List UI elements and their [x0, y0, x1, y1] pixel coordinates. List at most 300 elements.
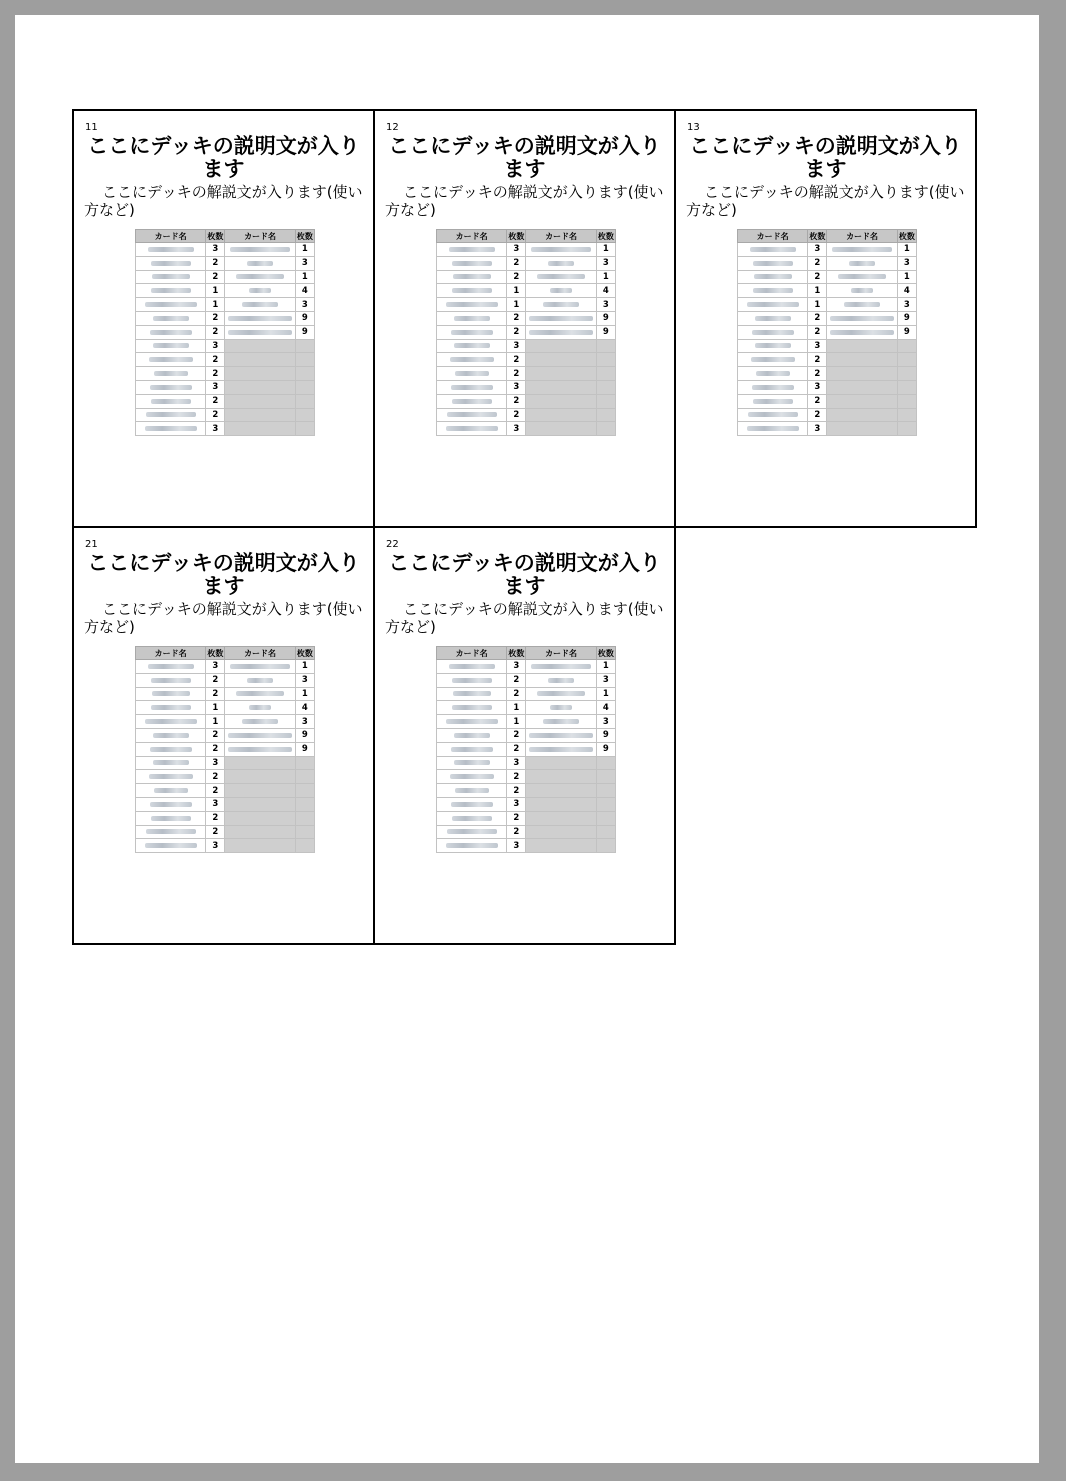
- column-header: 枚数: [296, 648, 313, 658]
- card-name-cell: [526, 715, 596, 729]
- card-count-cell: 3: [596, 298, 615, 312]
- card-count-cell: 2: [507, 311, 526, 325]
- table-row: [437, 325, 616, 339]
- card-count-cell: 3: [507, 660, 526, 674]
- card-name-cell: [136, 715, 206, 729]
- card-name-cell: [526, 311, 596, 325]
- card-count-cell: 3: [295, 673, 314, 687]
- empty-cell: [526, 770, 596, 784]
- empty-cell: [526, 839, 596, 853]
- card-count-cell: 1: [596, 243, 615, 257]
- table-row: [437, 742, 616, 756]
- deck-title: ここにデッキの説明文が入ります: [388, 134, 661, 181]
- empty-cell: [295, 339, 314, 353]
- card-name-cell: [225, 687, 295, 701]
- table-row: [437, 825, 616, 839]
- table-row: [437, 353, 616, 367]
- card-count-cell: 9: [596, 311, 615, 325]
- table-row: [738, 256, 917, 270]
- card-count-cell: 4: [596, 284, 615, 298]
- empty-cell: [596, 784, 615, 798]
- empty-cell: [596, 380, 615, 394]
- table-row: [437, 256, 616, 270]
- table-row: [437, 811, 616, 825]
- table-row: [136, 243, 315, 257]
- card-count-cell: 3: [897, 256, 916, 270]
- card-name-cell: [136, 408, 206, 422]
- card-name-cell: [136, 256, 206, 270]
- empty-cell: [897, 353, 916, 367]
- table-row: [136, 770, 315, 784]
- card-count-cell: 4: [295, 701, 314, 715]
- card-count-cell: 1: [596, 687, 615, 701]
- card-name-cell: [738, 270, 808, 284]
- card-name-cell: [136, 756, 206, 770]
- deck-list-table: [135, 646, 315, 853]
- card-name-cell: [225, 284, 295, 298]
- empty-cell: [526, 756, 596, 770]
- table-row: [437, 422, 616, 436]
- empty-cell: [897, 408, 916, 422]
- card-name-cell: [225, 728, 295, 742]
- empty-cell: [225, 422, 295, 436]
- card-count-cell: 3: [897, 298, 916, 312]
- card-count-cell: 2: [507, 825, 526, 839]
- table-row: [437, 797, 616, 811]
- column-header: カード名: [526, 230, 596, 243]
- table-row: [136, 728, 315, 742]
- card-count-cell: 3: [808, 380, 827, 394]
- table-row: [136, 422, 315, 436]
- table-row: [437, 380, 616, 394]
- table-row: [738, 284, 917, 298]
- card-count-cell: 3: [206, 756, 225, 770]
- card-count-cell: 9: [295, 728, 314, 742]
- card-count-cell: 2: [206, 825, 225, 839]
- card-name-cell: [225, 660, 295, 674]
- empty-cell: [225, 353, 295, 367]
- table-row: [437, 770, 616, 784]
- table-row: [437, 728, 616, 742]
- card-name-cell: [437, 784, 507, 798]
- card-name-cell: [738, 380, 808, 394]
- card-name-cell: [136, 325, 206, 339]
- table-row: [136, 311, 315, 325]
- empty-cell: [827, 422, 897, 436]
- card-name-cell: [827, 325, 897, 339]
- card-name-cell: [738, 284, 808, 298]
- card-name-cell: [136, 728, 206, 742]
- card-name-cell: [437, 367, 507, 381]
- table-row: [437, 284, 616, 298]
- card-name-cell: [136, 394, 206, 408]
- card-name-cell: [225, 715, 295, 729]
- card-count-cell: 1: [206, 715, 225, 729]
- card-name-cell: [136, 270, 206, 284]
- empty-cell: [225, 825, 295, 839]
- table-row: [437, 673, 616, 687]
- table-row: [738, 367, 917, 381]
- column-header: 枚数: [207, 648, 224, 658]
- table-row: [136, 756, 315, 770]
- table-row: [437, 408, 616, 422]
- table-row: [136, 270, 315, 284]
- deck-description: ここにデッキの解説文が入ります(使い方など): [686, 183, 965, 219]
- card-count-cell: 1: [507, 715, 526, 729]
- table-row: [437, 784, 616, 798]
- card-number: 21: [85, 539, 98, 550]
- card-name-cell: [738, 339, 808, 353]
- table-row: [136, 380, 315, 394]
- table-row: [437, 701, 616, 715]
- table-row: [136, 353, 315, 367]
- deck-description: ここにデッキの解説文が入ります(使い方など): [84, 183, 363, 219]
- empty-cell: [295, 797, 314, 811]
- table-row: [136, 811, 315, 825]
- empty-cell: [827, 394, 897, 408]
- card-count-cell: 1: [295, 243, 314, 257]
- column-header: 枚数: [597, 231, 614, 241]
- card-count-cell: 1: [507, 284, 526, 298]
- card-name-cell: [136, 784, 206, 798]
- deck-title: ここにデッキの説明文が入ります: [388, 551, 661, 598]
- card-count-cell: 1: [808, 284, 827, 298]
- empty-cell: [225, 811, 295, 825]
- deck-card: [373, 109, 676, 528]
- card-number: 13: [687, 122, 700, 133]
- deck-list-table: [135, 229, 315, 436]
- card-name-cell: [437, 797, 507, 811]
- empty-cell: [897, 367, 916, 381]
- deck-description: ここにデッキの解説文が入ります(使い方など): [385, 183, 664, 219]
- card-count-cell: 3: [507, 422, 526, 436]
- card-count-cell: 1: [206, 701, 225, 715]
- empty-cell: [295, 380, 314, 394]
- card-count-cell: 9: [897, 311, 916, 325]
- column-header: カード名: [738, 230, 808, 243]
- card-name-cell: [738, 325, 808, 339]
- card-name-cell: [437, 811, 507, 825]
- card-name-cell: [827, 270, 897, 284]
- card-name-cell: [437, 270, 507, 284]
- card-name-cell: [136, 298, 206, 312]
- card-count-cell: 2: [206, 687, 225, 701]
- document-page: [15, 15, 1039, 1463]
- card-name-cell: [136, 311, 206, 325]
- card-count-cell: 1: [507, 701, 526, 715]
- empty-cell: [827, 339, 897, 353]
- empty-cell: [596, 408, 615, 422]
- empty-cell: [295, 394, 314, 408]
- card-count-cell: 2: [206, 770, 225, 784]
- card-count-cell: 3: [507, 243, 526, 257]
- empty-cell: [897, 394, 916, 408]
- card-name-cell: [827, 298, 897, 312]
- table-row: [738, 311, 917, 325]
- card-name-cell: [136, 742, 206, 756]
- empty-cell: [225, 408, 295, 422]
- table-row: [437, 311, 616, 325]
- card-count-cell: 2: [507, 256, 526, 270]
- card-count-cell: 2: [808, 367, 827, 381]
- card-count-cell: 1: [295, 687, 314, 701]
- table-row: [136, 256, 315, 270]
- deck-description: ここにデッキの解説文が入ります(使い方など): [385, 600, 664, 636]
- empty-cell: [827, 380, 897, 394]
- card-count-cell: 2: [206, 311, 225, 325]
- card-name-cell: [437, 422, 507, 436]
- card-count-cell: 2: [808, 325, 827, 339]
- card-name-cell: [437, 243, 507, 257]
- card-name-cell: [738, 367, 808, 381]
- card-number: 12: [386, 122, 399, 133]
- table-row: [136, 394, 315, 408]
- card-name-cell: [437, 742, 507, 756]
- card-name-cell: [136, 811, 206, 825]
- card-name-cell: [738, 256, 808, 270]
- card-name-cell: [136, 825, 206, 839]
- deck-card: [72, 526, 375, 945]
- empty-cell: [225, 797, 295, 811]
- deck-list-table: [436, 646, 616, 853]
- card-count-cell: 3: [206, 839, 225, 853]
- card-name-cell: [136, 284, 206, 298]
- card-count-cell: 2: [206, 742, 225, 756]
- deck-card-grid: [72, 109, 981, 943]
- card-count-cell: 3: [295, 715, 314, 729]
- empty-cell: [526, 811, 596, 825]
- card-name-cell: [136, 367, 206, 381]
- table-row: [136, 339, 315, 353]
- empty-cell: [225, 394, 295, 408]
- card-name-cell: [827, 284, 897, 298]
- table-row: [437, 243, 616, 257]
- empty-cell: [897, 380, 916, 394]
- card-name-cell: [437, 284, 507, 298]
- card-name-cell: [437, 673, 507, 687]
- card-name-cell: [437, 256, 507, 270]
- card-name-cell: [136, 673, 206, 687]
- card-count-cell: 3: [206, 422, 225, 436]
- card-count-cell: 2: [206, 728, 225, 742]
- card-count-cell: 9: [897, 325, 916, 339]
- deck-title: ここにデッキの説明文が入ります: [87, 134, 360, 181]
- card-name-cell: [526, 243, 596, 257]
- column-header: カード名: [437, 230, 507, 243]
- deck-description: ここにデッキの解説文が入ります(使い方など): [84, 600, 363, 636]
- column-header: 枚数: [296, 231, 313, 241]
- card-count-cell: 3: [507, 380, 526, 394]
- card-count-cell: 4: [897, 284, 916, 298]
- card-name-cell: [437, 311, 507, 325]
- card-count-cell: 1: [897, 270, 916, 284]
- table-row: [738, 422, 917, 436]
- empty-cell: [295, 784, 314, 798]
- card-count-cell: 3: [206, 797, 225, 811]
- empty-cell: [897, 339, 916, 353]
- empty-cell: [596, 825, 615, 839]
- card-count-cell: 2: [507, 367, 526, 381]
- card-name-cell: [437, 408, 507, 422]
- card-name-cell: [526, 298, 596, 312]
- empty-cell: [295, 353, 314, 367]
- table-row: [738, 243, 917, 257]
- table-row: [738, 394, 917, 408]
- card-name-cell: [136, 687, 206, 701]
- empty-cell: [596, 797, 615, 811]
- deck-list-table: [737, 229, 917, 436]
- card-count-cell: 2: [206, 353, 225, 367]
- card-name-cell: [136, 797, 206, 811]
- empty-cell: [295, 770, 314, 784]
- table-row: [136, 284, 315, 298]
- deck-title: ここにデッキの説明文が入ります: [87, 551, 360, 598]
- card-name-cell: [738, 422, 808, 436]
- empty-cell: [225, 839, 295, 853]
- column-header: カード名: [526, 647, 596, 660]
- card-count-cell: 4: [596, 701, 615, 715]
- card-count-cell: 3: [295, 256, 314, 270]
- empty-cell: [596, 756, 615, 770]
- card-count-cell: 9: [295, 325, 314, 339]
- empty-cell: [225, 380, 295, 394]
- table-row: [437, 339, 616, 353]
- card-count-cell: 2: [206, 394, 225, 408]
- empty-cell: [526, 339, 596, 353]
- grid-row-1: [72, 109, 981, 526]
- empty-cell: [526, 394, 596, 408]
- card-count-cell: 2: [206, 367, 225, 381]
- card-name-cell: [136, 839, 206, 853]
- column-header: カード名: [225, 647, 295, 660]
- card-name-cell: [225, 256, 295, 270]
- card-count-cell: 2: [206, 325, 225, 339]
- empty-cell: [526, 825, 596, 839]
- card-name-cell: [225, 298, 295, 312]
- card-count-cell: 3: [596, 256, 615, 270]
- deck-title: ここにデッキの説明文が入ります: [689, 134, 962, 181]
- empty-cell: [225, 339, 295, 353]
- card-name-cell: [225, 701, 295, 715]
- card-name-cell: [526, 673, 596, 687]
- empty-cell: [225, 367, 295, 381]
- card-name-cell: [437, 298, 507, 312]
- empty-cell: [596, 770, 615, 784]
- card-count-cell: 3: [596, 673, 615, 687]
- column-header: 枚数: [508, 648, 525, 658]
- table-row: [437, 367, 616, 381]
- card-count-cell: 2: [206, 270, 225, 284]
- card-count-cell: 1: [206, 298, 225, 312]
- card-name-cell: [136, 770, 206, 784]
- card-name-cell: [437, 839, 507, 853]
- card-number: 11: [85, 122, 98, 133]
- card-name-cell: [136, 701, 206, 715]
- deck-card: [674, 109, 977, 528]
- table-row: [437, 756, 616, 770]
- card-name-cell: [526, 742, 596, 756]
- card-count-cell: 2: [507, 270, 526, 284]
- table-row: [136, 784, 315, 798]
- card-count-cell: 3: [507, 797, 526, 811]
- card-name-cell: [526, 728, 596, 742]
- empty-cell: [225, 756, 295, 770]
- table-row: [437, 660, 616, 674]
- empty-cell: [526, 367, 596, 381]
- card-count-cell: 3: [206, 660, 225, 674]
- card-name-cell: [437, 715, 507, 729]
- column-header: カード名: [437, 647, 507, 660]
- card-count-cell: 9: [295, 742, 314, 756]
- table-row: [136, 715, 315, 729]
- empty-cell: [526, 422, 596, 436]
- table-row: [136, 701, 315, 715]
- empty-cell: [897, 422, 916, 436]
- card-name-cell: [225, 270, 295, 284]
- card-name-cell: [437, 353, 507, 367]
- empty-cell: [596, 422, 615, 436]
- card-name-cell: [437, 339, 507, 353]
- empty-cell: [596, 839, 615, 853]
- card-count-cell: 2: [507, 408, 526, 422]
- card-count-cell: 1: [507, 298, 526, 312]
- column-header: 枚数: [508, 231, 525, 241]
- empty-cell: [596, 367, 615, 381]
- card-count-cell: 3: [808, 422, 827, 436]
- card-count-cell: 3: [206, 380, 225, 394]
- card-count-cell: 1: [596, 660, 615, 674]
- empty-cell: [526, 380, 596, 394]
- card-number: 22: [386, 539, 399, 550]
- card-name-cell: [136, 380, 206, 394]
- column-header: 枚数: [597, 648, 614, 658]
- column-header: 枚数: [898, 231, 915, 241]
- table-row: [437, 687, 616, 701]
- column-header: カード名: [136, 647, 206, 660]
- card-name-cell: [225, 311, 295, 325]
- card-name-cell: [827, 243, 897, 257]
- card-name-cell: [738, 311, 808, 325]
- card-count-cell: 2: [808, 256, 827, 270]
- card-count-cell: 1: [295, 660, 314, 674]
- card-count-cell: 3: [507, 339, 526, 353]
- empty-cell: [596, 811, 615, 825]
- table-row: [136, 325, 315, 339]
- card-count-cell: 2: [206, 408, 225, 422]
- card-name-cell: [136, 660, 206, 674]
- card-name-cell: [437, 728, 507, 742]
- card-name-cell: [526, 284, 596, 298]
- table-row: [136, 742, 315, 756]
- card-count-cell: 2: [808, 408, 827, 422]
- card-count-cell: 1: [295, 270, 314, 284]
- card-count-cell: 2: [206, 811, 225, 825]
- column-header: カード名: [225, 230, 295, 243]
- card-name-cell: [136, 243, 206, 257]
- empty-cell: [827, 367, 897, 381]
- card-name-cell: [136, 339, 206, 353]
- card-count-cell: 3: [206, 339, 225, 353]
- table-row: [136, 825, 315, 839]
- card-count-cell: 2: [507, 353, 526, 367]
- empty-cell: [295, 825, 314, 839]
- card-name-cell: [437, 660, 507, 674]
- table-row: [136, 367, 315, 381]
- card-count-cell: 2: [507, 784, 526, 798]
- table-row: [136, 673, 315, 687]
- card-count-cell: 2: [507, 687, 526, 701]
- card-count-cell: 2: [507, 742, 526, 756]
